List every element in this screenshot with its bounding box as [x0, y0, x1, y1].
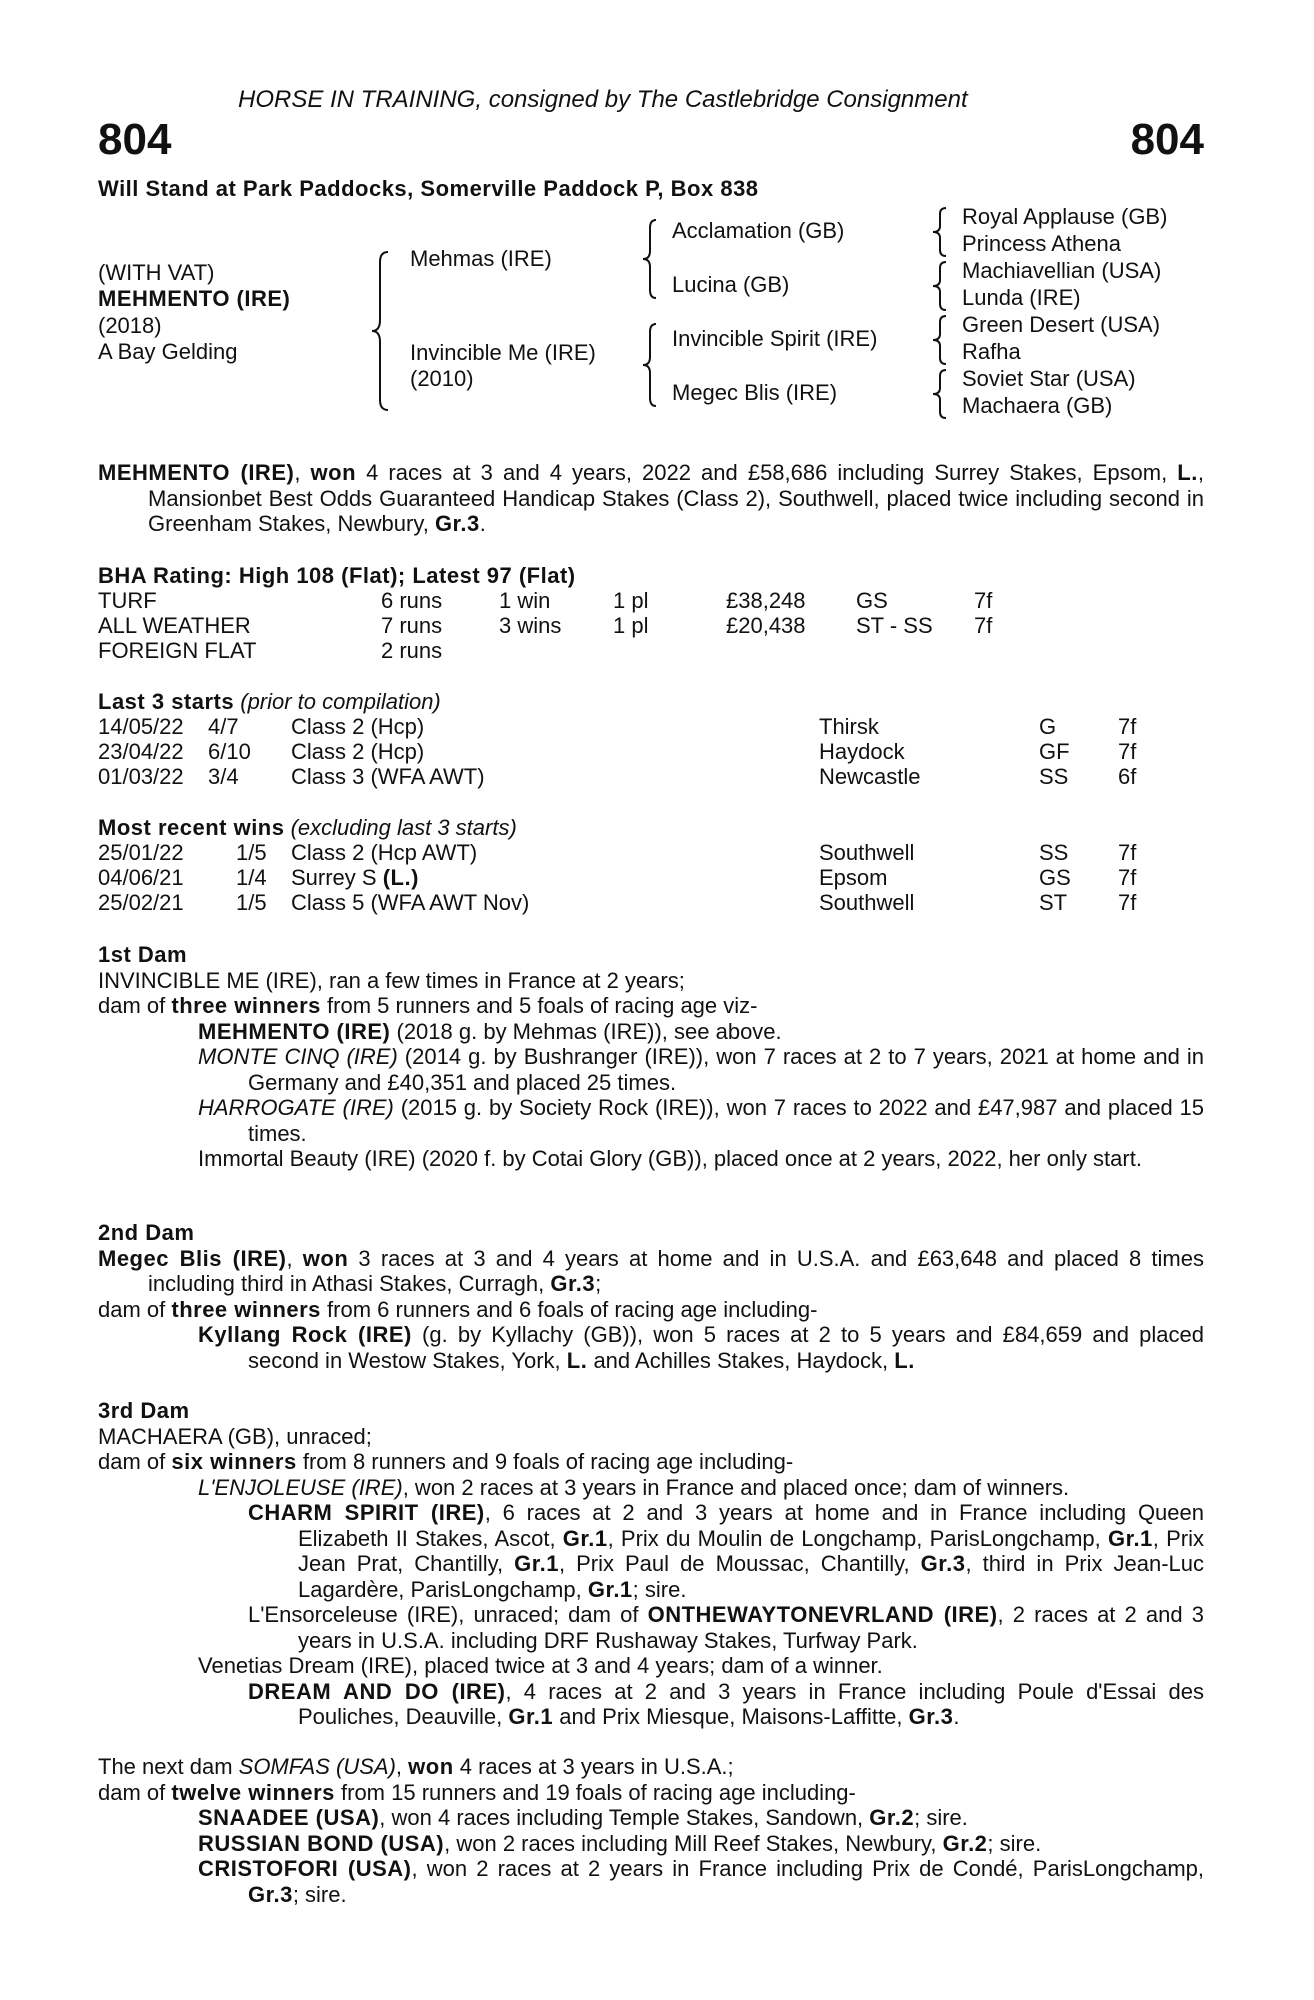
first-dam-progeny-1 [98, 1019, 1204, 1045]
recent-going: ST [1039, 890, 1068, 915]
progeny-2-text: (2014 g. by Bushranger (IRE)), won 7 races at 2 to 7 years, 2021 at home and in Germany and £40,351 and placed 25 times. [248, 1044, 1204, 1095]
recent-date: 04/06/21 [98, 865, 184, 890]
charm-text-1: , 6 races at 2 and 3 years at home and in France including Queen Elizabeth II Stakes, Ascot, [298, 1500, 1204, 1551]
next-dam-l2a: dam of [98, 1779, 172, 1805]
third-dam-progeny-4: Venetias Dream (IRE), placed twice at 3 and 4 years; dam of a winner. [198, 1653, 883, 1678]
lot-number-left: 804 [98, 115, 172, 164]
last3-heading [98, 689, 441, 715]
last3-date: 01/03/22 [98, 764, 184, 789]
last3-row [98, 714, 1204, 739]
last3-going: SS [1039, 764, 1069, 789]
third-dam-progeny-1 [98, 1475, 1204, 1501]
last3-row [98, 764, 1204, 789]
next-dam-winners: twelve winners [171, 1779, 335, 1805]
charm-text-6: ; sire. [632, 1576, 687, 1602]
rating-wins: 3 wins [499, 613, 562, 638]
recent-race: Surrey S (L.) [291, 865, 419, 890]
third-dam-line2 [98, 1449, 1204, 1475]
lot-number-right: 804 [1130, 115, 1204, 164]
third-dam-progeny-2 [98, 1500, 1204, 1602]
pedigree-brace-sire [640, 218, 660, 300]
last3-dist: 7f [1118, 714, 1137, 739]
third-dam-winners: six winners [171, 1449, 297, 1474]
dream-text-3: . [953, 1704, 960, 1729]
rating-money: £38,248 [726, 588, 806, 613]
last3-title: Last 3 starts [98, 689, 235, 714]
cristofori-name: CRISTOFORI (USA) [198, 1856, 412, 1881]
pedigree-brace-dam [640, 322, 660, 408]
last3-pos: 6/10 [208, 739, 251, 764]
horse-year: (2018) [98, 313, 162, 338]
gen3-6: Rafha [962, 339, 1021, 364]
gen3-3: Machiavellian (USA) [962, 258, 1162, 283]
snaadee-end: ; sire. [914, 1805, 968, 1830]
recent-pos: 1/5 [236, 840, 267, 865]
next-dam-progeny-3 [98, 1856, 1204, 1907]
pedigree-brace-gen3-4 [930, 368, 950, 420]
kyllang-text-2: and Achilles Stakes, Haydock, [587, 1347, 895, 1373]
stand-location: Will Stand at Park Paddocks, Somerville Paddock P, Box 838 [98, 176, 759, 201]
recent-dist: 7f [1118, 840, 1137, 865]
second-dam-sep: , [286, 1245, 303, 1271]
rating-going: GS [856, 588, 888, 613]
second-dam-group: Gr.3 [550, 1271, 596, 1296]
cristofori-gr: Gr.3 [248, 1881, 293, 1907]
pedigree-brace-gen3-2 [930, 260, 950, 312]
snaadee-gr: Gr.2 [869, 1805, 915, 1830]
charm-text-3: , Prix Jean Prat, Chantilly, [298, 1525, 1204, 1576]
dam-sire: Invincible Spirit (IRE) [672, 326, 878, 351]
recent-course: Epsom [819, 865, 888, 890]
recent-listed: (L.) [382, 865, 419, 890]
charm-text-5: , third in Prix Jean-Luc Lagardère, ParisLongchamp, [298, 1551, 1205, 1602]
recent-course: Southwell [819, 840, 915, 865]
gen3-8: Machaera (GB) [962, 393, 1113, 418]
gen3-1: Royal Applause (GB) [962, 204, 1168, 229]
summary-listed: L. [1177, 460, 1198, 485]
first-dam-progeny-3 [98, 1095, 1204, 1146]
kyllang-listed-1: L. [566, 1347, 588, 1373]
first-dam-winners: three winners [171, 993, 321, 1018]
sire-sire: Acclamation (GB) [672, 218, 845, 243]
charm-text-2: , Prix du Moulin de Longchamp, ParisLongchamp, [607, 1525, 1108, 1551]
third-dam-l2a: dam of [98, 1449, 172, 1474]
dam-dam: Megec Blis (IRE) [672, 380, 838, 405]
lenjoleuse-name: L'ENJOLEUSE (IRE) [198, 1474, 403, 1500]
second-dam-won: won [302, 1245, 349, 1271]
rating-title: BHA Rating: High 108 (Flat); Latest 97 (Flat) [98, 563, 576, 588]
rating-pl: 1 pl [613, 588, 649, 613]
second-dam-l2a: dam of [98, 1296, 172, 1322]
rating-surface: ALL WEATHER [98, 613, 251, 638]
third-dam-section [98, 1398, 1204, 1730]
recent-row [98, 890, 1204, 915]
dream-text-2: and Prix Miesque, Maisons-Laffitte, [553, 1704, 909, 1729]
first-dam-title: 1st Dam [98, 942, 188, 967]
next-dam-a: The next dam [98, 1754, 239, 1779]
russian-bond-text: , won 2 races including Mill Reef Stakes, Newbury, [444, 1830, 943, 1856]
next-dam-won: won [408, 1754, 454, 1779]
last3-pos: 4/7 [208, 714, 239, 739]
last3-going: G [1039, 714, 1057, 739]
recent-race: Class 5 (WFA AWT Nov) [291, 890, 530, 915]
dream-gr-2: Gr.3 [908, 1704, 954, 1729]
third-dam-line1: MACHAERA (GB), unraced; [98, 1423, 372, 1449]
progeny-1-text: (2018 g. by Mehmas (IRE)), see above. [390, 1018, 782, 1044]
progeny-1-name: MEHMENTO (IRE) [198, 1018, 391, 1044]
consignment-line: HORSE IN TRAINING, consigned by The Castlebridge Consignment [238, 86, 968, 113]
somfas-name: SOMFAS (USA) [238, 1754, 396, 1779]
last3-note: (prior to compilation) [234, 689, 441, 714]
russian-bond-gr: Gr.2 [942, 1830, 988, 1856]
recent-pos: 1/4 [236, 865, 267, 890]
last3-course: Thirsk [819, 714, 879, 739]
rating-row [98, 588, 1204, 613]
recent-course: Southwell [819, 890, 915, 915]
lenjoleuse-text: , won 2 races at 3 years in France and placed once; dam of winners. [402, 1474, 1070, 1500]
dam-year: (2010) [410, 366, 474, 391]
next-dam-sep: , [395, 1754, 409, 1779]
pedigree-brace-gen3-1 [930, 206, 950, 258]
summary-group: Gr.3 [434, 511, 480, 536]
charm-gr-1: Gr.1 [562, 1525, 608, 1551]
second-dam-name: Megec Blis (IRE) [98, 1245, 287, 1271]
rating-pl: 1 pl [613, 613, 649, 638]
second-dam-line2 [98, 1297, 1204, 1323]
rating-wins: 1 win [499, 588, 551, 613]
last3-dist: 6f [1118, 764, 1137, 789]
horse-description: A Bay Gelding [98, 339, 238, 364]
kyllang-listed-2: L. [894, 1347, 915, 1373]
russian-bond-end: ; sire. [987, 1830, 1042, 1856]
recent-dist: 7f [1118, 865, 1137, 890]
recent-date: 25/01/22 [98, 840, 184, 865]
recent-date: 25/02/21 [98, 890, 184, 915]
recent-race: Class 2 (Hcp AWT) [291, 840, 478, 865]
charm-spirit-name: CHARM SPIRIT (IRE) [248, 1500, 485, 1525]
gen3-2: Princess Athena [962, 231, 1121, 256]
rating-runs: 7 runs [381, 613, 443, 638]
charm-gr-4: Gr.3 [920, 1551, 966, 1576]
rating-dist: 7f [974, 588, 993, 613]
last3-pos: 3/4 [208, 764, 239, 789]
gen3-7: Soviet Star (USA) [962, 366, 1136, 391]
last3-race: Class 2 (Hcp) [291, 714, 425, 739]
last3-row [98, 739, 1204, 764]
third-dam-title: 3rd Dam [98, 1398, 190, 1423]
next-dam-line2 [98, 1780, 1204, 1806]
last3-course: Haydock [819, 739, 905, 764]
rating-surface: FOREIGN FLAT [98, 638, 257, 663]
dam-name: Invincible Me (IRE) [410, 340, 596, 365]
kyllang-name: Kyllang Rock (IRE) [198, 1322, 412, 1347]
sire-name: Mehmas (IRE) [410, 246, 552, 271]
third-dam-progeny-3 [98, 1602, 1204, 1653]
next-dam-line1 [98, 1754, 1204, 1780]
lensorceleuse-text: L'Ensorceleuse (IRE), unraced; dam of [248, 1602, 648, 1627]
progeny-3-text: (2015 g. by Society Rock (IRE)), won 7 races to 2022 and £47,987 and placed 15 times. [248, 1095, 1204, 1146]
dream-text-1: , 4 races at 2 and 3 years in France including Poule d'Essai des Pouliches, Deauville, [298, 1678, 1204, 1729]
rating-surface: TURF [98, 588, 157, 613]
last3-race: Class 3 (WFA AWT) [291, 764, 485, 789]
onthewaytonevrland-name: ONTHEWAYTONEVRLAND (IRE) [647, 1602, 998, 1627]
recent-row [98, 840, 1204, 865]
next-dam-l2c: from 15 runners and 19 foals of racing age including- [334, 1779, 856, 1805]
second-dam-winners: three winners [171, 1296, 321, 1322]
second-dam-text: 3 races at 3 and 4 years at home and in U.S.A. and £63,648 and placed 8 times including third in Athasi Stakes, Curragh, [148, 1245, 1204, 1296]
second-dam-progeny-1 [98, 1322, 1204, 1373]
summary-text-1: 4 races at 3 and 4 years, 2022 and £58,686 including Surrey Stakes, Epsom, [356, 460, 1178, 485]
progeny-2-name: MONTE CINQ (IRE) [198, 1044, 398, 1069]
rating-row [98, 638, 1204, 663]
recent-note: (excluding last 3 starts) [284, 815, 517, 840]
last3-course: Newcastle [819, 764, 921, 789]
russian-bond-name: RUSSIAN BOND (USA) [198, 1830, 445, 1856]
second-dam-section [98, 1220, 1204, 1373]
rating-row [98, 613, 1204, 638]
cristofori-end: ; sire. [292, 1881, 347, 1907]
third-dam-progeny-5 [98, 1679, 1204, 1730]
charm-text-4: , Prix Paul de Moussac, Chantilly, [558, 1551, 921, 1576]
rating-runs: 2 runs [381, 638, 443, 663]
recent-dist: 7f [1118, 890, 1137, 915]
kyllang-text-1: (g. by Kyllachy (GB)), won 5 races at 2 to 5 years and £84,659 and placed second in Westow Stakes, York, [248, 1322, 1204, 1373]
snaadee-text: , won 4 races including Temple Stakes, Sandown, [379, 1805, 870, 1830]
last3-dist: 7f [1118, 739, 1137, 764]
recent-row [98, 865, 1204, 890]
vat-note: (WITH VAT) [98, 260, 215, 285]
next-dam-progeny-1 [98, 1805, 1204, 1831]
pedigree-brace-gen3-3 [930, 314, 950, 366]
onthewaytonevrland-text: , 2 races at 2 and 3 years in U.S.A. including DRF Rushaway Stakes, Turfway Park. [298, 1602, 1204, 1653]
second-dam-end: ; [595, 1271, 602, 1296]
third-dam-l2c: from 8 runners and 9 foals of racing age including- [296, 1449, 794, 1474]
dream-and-do-name: DREAM AND DO (IRE) [248, 1678, 506, 1704]
summary-text-2: , Mansionbet Best Odds Guaranteed Handicap Stakes (Class 2), Southwell, placed twice including second in Greenham Stakes, Newbury, [148, 460, 1204, 536]
dream-gr-1: Gr.1 [508, 1704, 554, 1729]
rating-runs: 6 runs [381, 588, 443, 613]
second-dam-title: 2nd Dam [98, 1220, 195, 1245]
last3-going: GF [1039, 739, 1070, 764]
cristofori-text: , won 2 races at 2 years in France including Prix de Condé, ParisLongchamp, [411, 1856, 1204, 1881]
gen3-5: Green Desert (USA) [962, 312, 1161, 337]
first-dam-l2a: dam of [98, 993, 172, 1018]
charm-gr-5: Gr.1 [587, 1576, 633, 1602]
rating-money: £20,438 [726, 613, 806, 638]
first-dam-section [98, 942, 1204, 1172]
first-dam-l2c: from 5 runners and 5 foals of racing age viz- [320, 993, 758, 1018]
first-dam-progeny-4: Immortal Beauty (IRE) (2020 f. by Cotai Glory (GB)), placed once at 2 years, 2022, her only start. [198, 1146, 1142, 1171]
race-summary: MEHMENTO (IRE), won 4 races at 3 and 4 years, 2022 and £58,686 including Surrey Stakes, Epsom, L., Mansionbet Best Odds Guaranteed Handicap Stakes (Class 2), Southwell, placed twice including second in Greenham Stakes, Newbury, Gr.3. [98, 460, 1204, 536]
horse-name: MEHMENTO (IRE) [98, 286, 291, 311]
snaadee-name: SNAADEE (USA) [198, 1805, 380, 1830]
recent-heading [98, 815, 517, 841]
rating-going: ST - SS [856, 613, 933, 638]
next-dam-d: 4 races at 3 years in U.S.A.; [453, 1754, 734, 1779]
progeny-3-name: HARROGATE (IRE) [198, 1095, 394, 1120]
first-dam-progeny-2 [98, 1044, 1204, 1095]
last3-date: 23/04/22 [98, 739, 184, 764]
second-dam-line1 [98, 1246, 1204, 1297]
second-dam-l2c: from 6 runners and 6 foals of racing age including- [320, 1296, 818, 1322]
summary-name: MEHMENTO (IRE) [98, 460, 295, 485]
last3-date: 14/05/22 [98, 714, 184, 739]
gen3-4: Lunda (IRE) [962, 285, 1081, 310]
summary-text-3: . [479, 511, 486, 536]
recent-going: GS [1039, 865, 1071, 890]
pedigree-brace-main [368, 250, 392, 412]
last3-race: Class 2 (Hcp) [291, 739, 425, 764]
next-dam-section [98, 1754, 1204, 1907]
recent-pos: 1/5 [236, 890, 267, 915]
next-dam-progeny-2 [98, 1831, 1204, 1857]
charm-gr-3: Gr.1 [514, 1551, 559, 1576]
recent-title: Most recent wins [98, 815, 285, 840]
summary-won: won [310, 460, 357, 485]
first-dam-line2 [98, 993, 1204, 1019]
rating-dist: 7f [974, 613, 993, 638]
recent-going: SS [1039, 840, 1069, 865]
sire-dam: Lucina (GB) [672, 272, 790, 297]
first-dam-line1: INVINCIBLE ME (IRE), ran a few times in France at 2 years; [98, 967, 685, 993]
charm-gr-2: Gr.1 [1107, 1525, 1153, 1551]
